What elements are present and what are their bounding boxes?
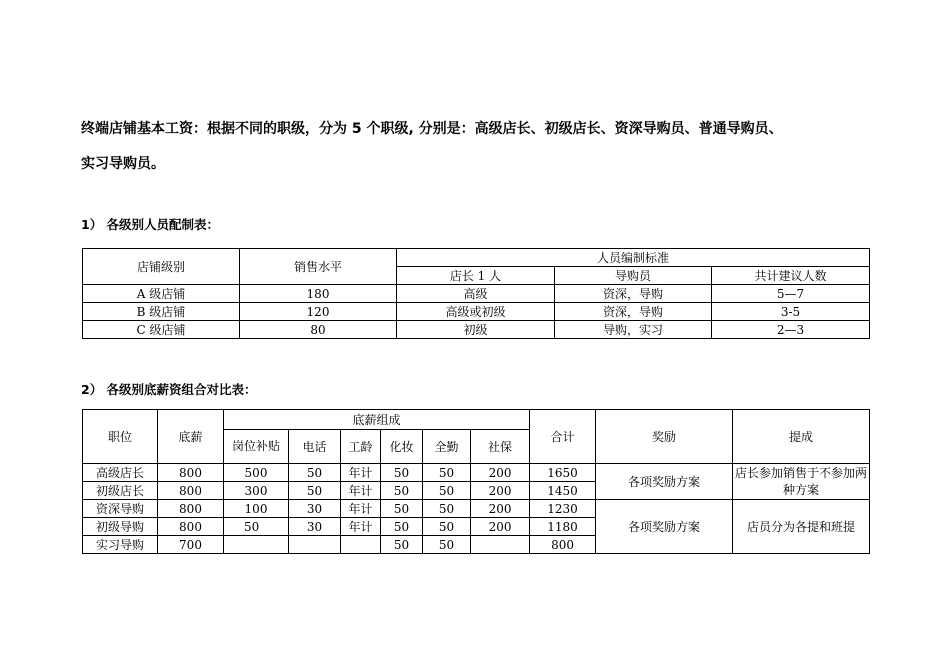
- cell-base: 800: [158, 482, 224, 500]
- cell-position: 资深导购: [83, 500, 158, 518]
- header-post-subsidy: 岗位补贴: [224, 430, 289, 464]
- header-sales-level: 销售水平: [240, 249, 397, 285]
- cell-base: 800: [158, 518, 224, 536]
- cell-total: 1230: [530, 500, 596, 518]
- header-makeup: 化妆: [381, 430, 423, 464]
- cell-position: 实习导购: [83, 536, 158, 554]
- cell-manager: 初级: [397, 321, 555, 339]
- header-seniority: 工龄: [341, 430, 381, 464]
- cell-attendance: 50: [423, 518, 471, 536]
- cell-seniority: 年计: [341, 482, 381, 500]
- cell-total: 1180: [530, 518, 596, 536]
- cell-position: 初级店长: [83, 482, 158, 500]
- header-manager: 店长 1 人: [397, 267, 555, 285]
- cell-manager: 高级: [397, 285, 555, 303]
- header-store-level: 店铺级别: [83, 249, 240, 285]
- cell-total: 5—7: [712, 285, 870, 303]
- cell-position: 高级店长: [83, 464, 158, 482]
- header-position: 职位: [83, 410, 158, 464]
- cell-total: 1450: [530, 482, 596, 500]
- cell-phone: 50: [289, 482, 341, 500]
- header-total: 合计: [530, 410, 596, 464]
- cell-total: 2—3: [712, 321, 870, 339]
- header-attendance: 全勤: [423, 430, 471, 464]
- section-1-heading: 1） 各级别人员配制表：: [81, 217, 220, 232]
- cell-guide: 资深，导购: [555, 303, 712, 321]
- table-row: [83, 464, 870, 482]
- cell-social: 200: [471, 482, 530, 500]
- cell-total: 3-5: [712, 303, 870, 321]
- cell-total: 800: [530, 536, 596, 554]
- cell-base: 700: [158, 536, 224, 554]
- cell-phone: 30: [289, 518, 341, 536]
- header-composition: 底薪组成: [224, 410, 530, 430]
- salary-table: [82, 409, 870, 554]
- header-staffing-standard: 人员编制标准: [397, 249, 870, 267]
- header-social: 社保: [471, 430, 530, 464]
- cell-phone: 50: [289, 464, 341, 482]
- table-row: [83, 321, 870, 339]
- table-row: [83, 500, 870, 518]
- header-base: 底薪: [158, 410, 224, 464]
- header-phone: 电话: [289, 430, 341, 464]
- cell-commission-managers: 店长参加销售于不参加两种方案: [733, 464, 870, 500]
- cell-attendance: 50: [423, 464, 471, 482]
- cell-guide: 导购，实习: [555, 321, 712, 339]
- table-row: [83, 285, 870, 303]
- cell-base: 800: [158, 464, 224, 482]
- cell-guide: 资深，导购: [555, 285, 712, 303]
- cell-phone: [289, 536, 341, 554]
- intro-line-1: 终端店铺基本工资：根据不同的职级，分为 5 个职级, 分别是：高级店长、初级店长、资深导购员、普通导购员、: [81, 121, 783, 137]
- cell-reward-guides: 各项奖励方案: [596, 500, 733, 554]
- cell-makeup: 50: [381, 536, 423, 554]
- table-row: [83, 303, 870, 321]
- cell-seniority: [341, 536, 381, 554]
- cell-level: A 级店铺: [83, 285, 240, 303]
- cell-post-subsidy: 50: [224, 518, 289, 536]
- section-2-heading: 2） 各级别底薪资组合对比表：: [81, 382, 257, 397]
- cell-level: C 级店铺: [83, 321, 240, 339]
- cell-level: B 级店铺: [83, 303, 240, 321]
- cell-post-subsidy: 300: [224, 482, 289, 500]
- cell-sales: 180: [240, 285, 397, 303]
- cell-position: 初级导购: [83, 518, 158, 536]
- cell-makeup: 50: [381, 464, 423, 482]
- header-reward: 奖励: [596, 410, 733, 464]
- cell-sales: 120: [240, 303, 397, 321]
- cell-social: 200: [471, 500, 530, 518]
- cell-reward-managers: 各项奖励方案: [596, 464, 733, 500]
- cell-attendance: 50: [423, 482, 471, 500]
- cell-post-subsidy: 500: [224, 464, 289, 482]
- cell-sales: 80: [240, 321, 397, 339]
- cell-post-subsidy: [224, 536, 289, 554]
- cell-social: [471, 536, 530, 554]
- cell-base: 800: [158, 500, 224, 518]
- cell-makeup: 50: [381, 482, 423, 500]
- header-guide: 导购员: [555, 267, 712, 285]
- header-total: 共计建议人数: [712, 267, 870, 285]
- cell-attendance: 50: [423, 536, 471, 554]
- cell-phone: 30: [289, 500, 341, 518]
- cell-seniority: 年计: [341, 518, 381, 536]
- cell-seniority: 年计: [341, 464, 381, 482]
- cell-social: 200: [471, 464, 530, 482]
- cell-post-subsidy: 100: [224, 500, 289, 518]
- staffing-table: [82, 248, 870, 339]
- cell-makeup: 50: [381, 518, 423, 536]
- cell-seniority: 年计: [341, 500, 381, 518]
- cell-attendance: 50: [423, 500, 471, 518]
- cell-total: 1650: [530, 464, 596, 482]
- header-commission: 提成: [733, 410, 870, 464]
- cell-commission-guides: 店员分为各提和班提: [733, 500, 870, 554]
- intro-line-2: 实习导购员。: [81, 156, 165, 172]
- cell-manager: 高级或初级: [397, 303, 555, 321]
- cell-makeup: 50: [381, 500, 423, 518]
- cell-social: 200: [471, 518, 530, 536]
